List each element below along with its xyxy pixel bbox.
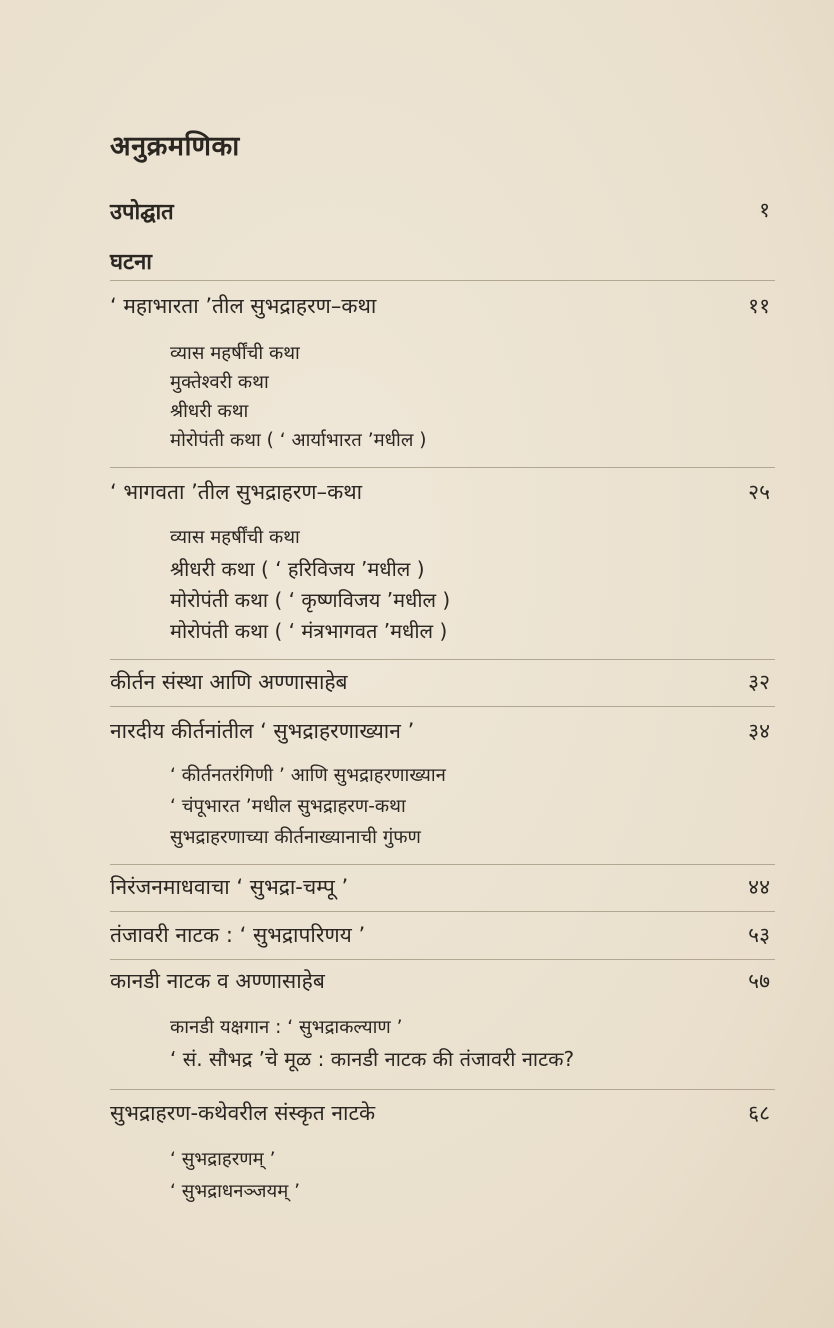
toc-entry [110,292,770,322]
divider [110,1089,775,1090]
sub-entry: ‘ सुभद्राहरणम् ’ [170,1149,276,1170]
divider [110,659,775,660]
toc-entry-introduction [110,196,770,226]
divider [110,911,775,912]
sub-entry: मोरोपंती कथा ( ‘ कृष्णविजय ’मधील ) [170,588,451,612]
entry-label: तंजावरी नाटक : ‘ सुभद्रापरिणय ’ [110,923,366,947]
divider [110,959,775,960]
sub-entry: व्यास महर्षींची कथा [170,527,300,548]
entry-page-number: १ [759,198,770,222]
entry-label: ‘ भागवता ’तील सुभद्राहरण–कथा [110,480,363,504]
toc-entry [110,1099,770,1129]
sub-entry: मोरोपंती कथा ( ‘ मंत्रभागवत ’मधील ) [170,619,448,643]
toc-entry [110,668,770,698]
entry-label: ‘ महाभारता ’तील सुभद्राहरण–कथा [110,294,377,318]
section-heading: घटना [110,250,152,275]
toc-entry [110,478,770,508]
divider [110,280,775,281]
toc-entry [110,921,770,951]
entry-page-number: ५३ [748,923,770,947]
divider [110,706,775,707]
entry-page-number: ३४ [748,719,770,743]
sub-entry: कानडी यक्षगान : ‘ सुभद्राकल्याण ’ [170,1017,403,1038]
entry-page-number: ६८ [748,1101,770,1125]
entry-label: कानडी नाटक व अण्णासाहेब [110,969,325,993]
sub-entry: ‘ सं. सौभद्र ’चे मूळ : कानडी नाटक की तंजावरी नाटक? [170,1047,575,1071]
sub-entry: मुक्तेश्वरी कथा [170,372,269,393]
entry-page-number: ३२ [748,670,770,694]
toc-entry [110,967,770,997]
entry-page-number: ५७ [748,969,770,993]
entry-label: कीर्तन संस्था आणि अण्णासाहेब [110,670,348,694]
entry-label: नारदीय कीर्तनांतील ‘ सुभद्राहरणाख्यान ’ [110,719,415,743]
entry-label: उपोद्घात [110,200,174,225]
sub-entry: ‘ कीर्तनतरंगिणी ’ आणि सुभद्राहरणाख्यान [170,765,446,786]
entry-label: निरंजनमाधवाचा ‘ सुभद्रा-चम्पू ’ [110,875,349,899]
divider [110,467,775,468]
sub-entry: ‘ सुभद्राधनञ्जयम् ’ [170,1181,301,1202]
entry-page-number: ४४ [748,875,770,899]
sub-entry: व्यास महर्षींची कथा [170,343,300,364]
sub-entry: ‘ चंपूभारत ’मधील सुभद्राहरण-कथा [170,796,406,817]
sub-entry: सुभद्राहरणाच्या कीर्तनाख्यानाची गुंफण [170,827,421,848]
page-title: अनुक्रमणिका [110,131,240,162]
sub-entry: मोरोपंती कथा ( ‘ आर्याभारत ’मधील ) [170,430,427,451]
entry-page-number: २५ [748,480,770,504]
toc-entry [110,717,770,747]
sub-entry: श्रीधरी कथा ( ‘ हरिविजय ’मधील ) [170,557,425,581]
divider [110,864,775,865]
entry-page-number: ११ [748,294,770,318]
entry-label: सुभद्राहरण-कथेवरील संस्कृत नाटके [110,1101,376,1125]
sub-entry: श्रीधरी कथा [170,401,249,422]
toc-entry [110,873,770,903]
